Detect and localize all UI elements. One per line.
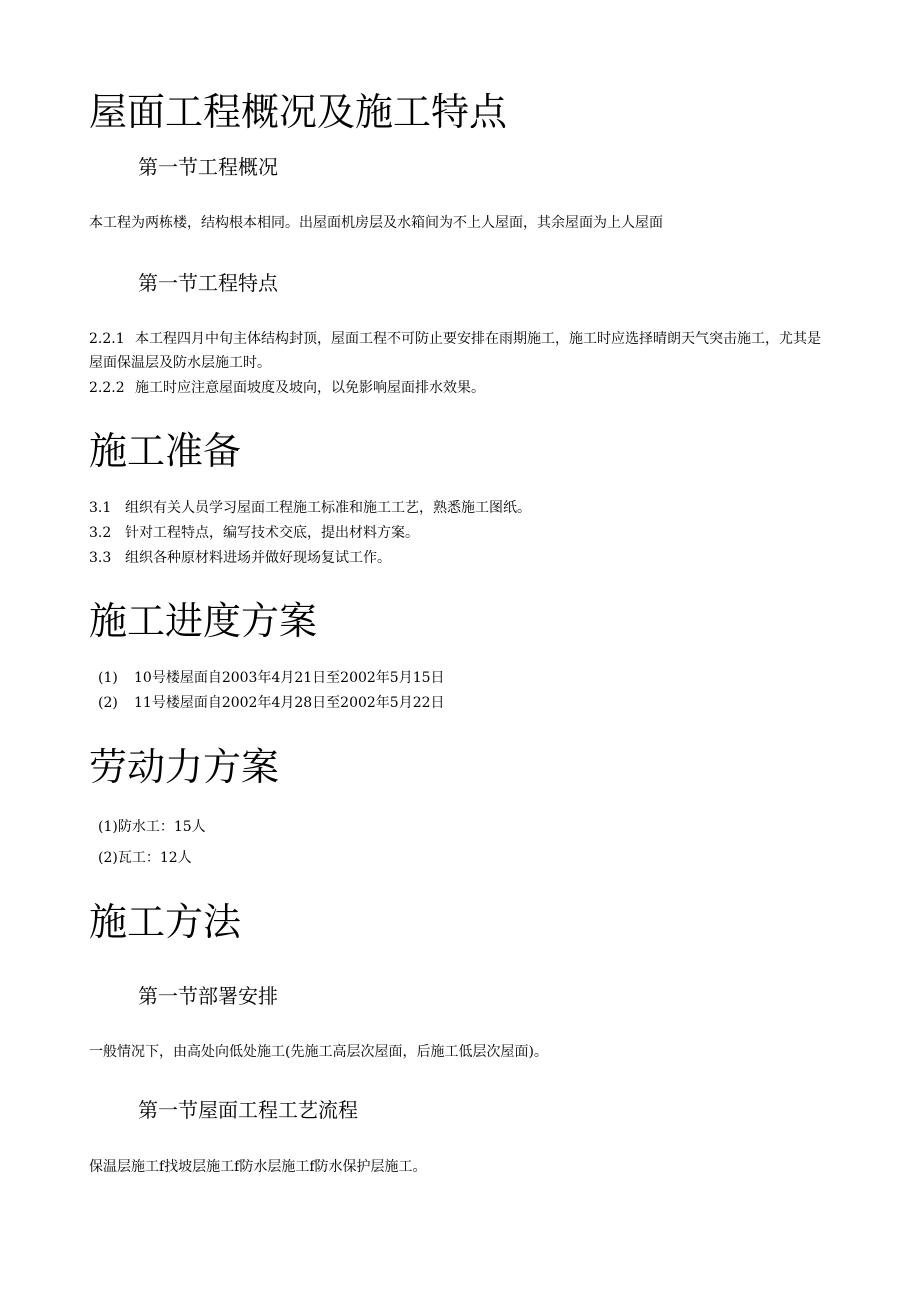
feature-text: 施工时应注意屋面坡度及坡向，以免影响屋面排水效果。 (135, 380, 485, 396)
heading-schedule: 施工进度方案 (89, 599, 318, 643)
prep-number: 3.1 (89, 500, 112, 516)
labor-item: (1)防水工：15人 (98, 819, 206, 835)
schedule-text: 11号楼屋面自2002年4月28日至2002年5月22日 (134, 695, 445, 711)
prep-text: 针对工程特点，编写技术交底，提出材料方案。 (125, 525, 419, 541)
schedule-text: 10号楼屋面自2003年4月21日至2002年5月15日 (134, 670, 445, 686)
feature-number: 2.2.2 (89, 380, 125, 396)
schedule-item (98, 693, 445, 713)
heading-overview: 屋面工程概况及施工特点 (89, 90, 508, 134)
section-overview: 第一节工程概况 (138, 155, 278, 179)
prep-item (89, 498, 531, 518)
prep-text: 组织各种原材料进场并做好现场复试工作。 (125, 550, 391, 566)
deploy-text: 一般情况下，由高处向低处施工(先施工高层次屋面，后施工低层次屋面)。 (89, 1044, 548, 1060)
heading-method: 施工方法 (89, 900, 242, 944)
heading-labor: 劳动力方案 (89, 745, 280, 789)
feature-item (89, 327, 829, 375)
prep-number: 3.2 (89, 525, 112, 541)
schedule-item (98, 668, 445, 688)
feature-item (89, 376, 829, 400)
feature-text: 本工程四月中旬主体结构封顶，屋面工程不可防止要安排在雨期施工，施工时应选择晴朗天气突击施工，尤其是屋面保温层及防水层施工时。 (89, 331, 821, 371)
prep-number: 3.3 (89, 550, 112, 566)
section-features: 第一节工程特点 (138, 271, 278, 295)
schedule-number: (1) (98, 670, 118, 686)
prep-item (89, 523, 419, 543)
feature-number: 2.2.1 (89, 331, 125, 347)
heading-prep: 施工准备 (89, 429, 242, 473)
overview-text: 本工程为两栋楼，结构根本相同。出屋面机房层及水箱间为不上人屋面，其余屋面为上人屋面 (89, 215, 663, 231)
labor-item: (2)瓦工：12人 (98, 850, 192, 866)
section-flow: 第一节屋面工程工艺流程 (138, 1098, 358, 1122)
schedule-number: (2) (98, 695, 118, 711)
section-deploy: 第一节部署安排 (138, 984, 278, 1008)
prep-text: 组织有关人员学习屋面工程施工标准和施工工艺，熟悉施工图纸。 (125, 500, 531, 516)
flow-text: 保温层施工f找坡层施工f防水层施工f防水保护层施工。 (89, 1159, 427, 1175)
prep-item (89, 548, 391, 568)
